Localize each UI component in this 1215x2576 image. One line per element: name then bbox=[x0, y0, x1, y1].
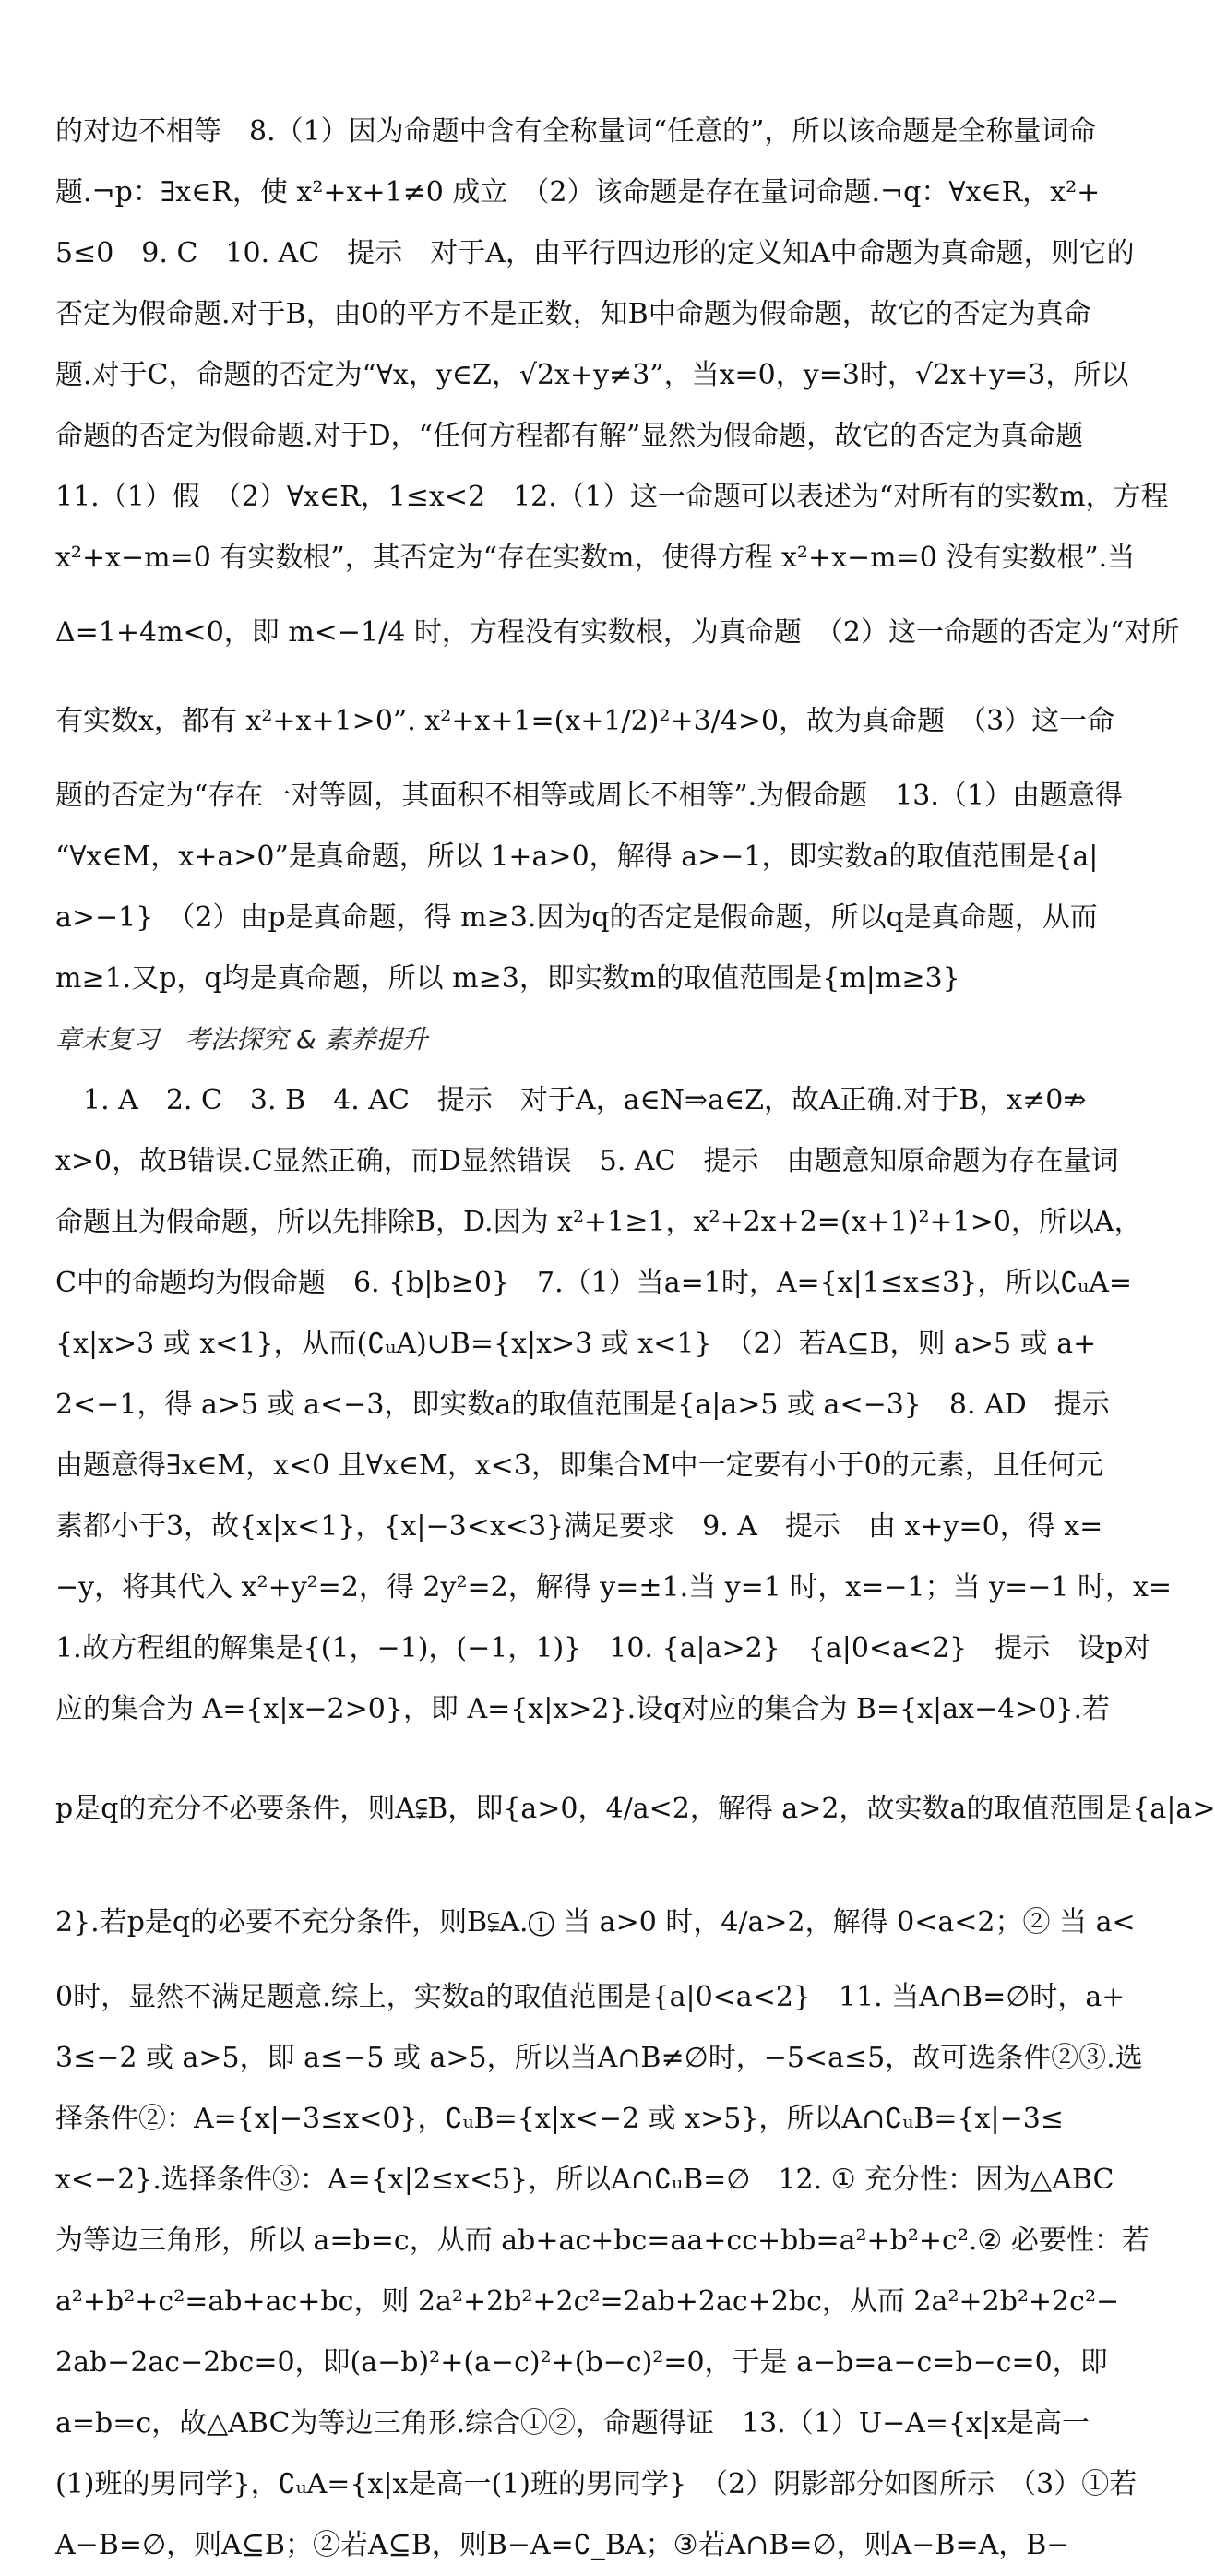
text-line: a>−1} （2）由p是真命题，得 m≥3.因为q的否定是假命题，所以q是真命题，从而 bbox=[55, 901, 1098, 934]
text-line: 2}.若p是q的必要不充分条件，则B⫋A.① 当 a>0 时，4/a>2，解得 0<a<2；② 当 a< bbox=[55, 1906, 1136, 1938]
text-line: 2<−1，得 a>5 或 a<−3，即实数a的取值范围是{a|a>5 或 a<−3} 8. AD 提示 bbox=[55, 1389, 1110, 1421]
text-line: m≥1.又p，q均是真命题，所以 m≥3，即实数m的取值范围是{m|m≥3} bbox=[55, 962, 960, 995]
text-line: (1)班的男同学}，∁ᵤA={x|x是高一(1)班的男同学} （2）阴影部分如图所示 （3）①若 bbox=[55, 2468, 1138, 2500]
text-block-1 bbox=[55, 101, 1169, 589]
text-block-2 bbox=[55, 766, 1124, 1009]
text-line: 1. A 2. C 3. B 4. AC 提示 对于A，a∈N⇒a∈Z，故A正确.对于B，x≠0⇏ bbox=[55, 1084, 1087, 1116]
text-line: C中的命题均为假命题 6. {b|b≥0} 7.（1）当a=1时，A={x|1≤x≤3}，所以∁ᵤA= bbox=[55, 1267, 1133, 1299]
text-line: 为等边三角形，所以 a=b=c，从而 ab+ac+bc=aa+cc+bb=a²+b²+c².② 必要性：若 bbox=[55, 2224, 1149, 2257]
text-line: 5≤0 9. C 10. AC 提示 对于A，由平行四边形的定义知A中命题为真命题，则它的 bbox=[55, 237, 1135, 269]
text-line: 由题意得∃x∈M，x<0 且∀x∈M，x<3，即集合M中一定要有小于0的元素，且任何元 bbox=[55, 1449, 1103, 1482]
text-line: 应的集合为 A={x|x−2>0}，即 A={x|x>2}.设q对应的集合为 B={x|ax−4>0}.若 bbox=[55, 1693, 1111, 1725]
text-line: 题.对于C，命题的否定为“∀x，y∈Z，√2x+y≠3”，当x=0，y=3时，√2x+y=3，所以 bbox=[55, 359, 1129, 391]
text-line: 择条件②：A={x|−3≤x<0}，∁ᵤB={x|x<−2 或 x>5}，所以A∩∁ᵤB={x|−3≤ bbox=[55, 2103, 1064, 2135]
text-line: 1.故方程组的解集是{(1，−1)，(−1，1)} 10. {a|a>2} {a|0<a<2} 提示 设p对 bbox=[55, 1632, 1151, 1664]
text-line: 的对边不相等 8.（1）因为命题中含有全称量词“任意的”，所以该命题是全称量词命 bbox=[55, 115, 1097, 148]
text-block-4 bbox=[55, 1967, 1149, 2576]
text-line: 有实数x，都有 x²+x+1>0”. x²+x+1=(x+1/2)²+3/4>0，故为真命题 （3）这一命 bbox=[55, 705, 1115, 737]
text-block-3 bbox=[55, 1070, 1173, 1740]
section-heading: 章末复习 考法探究 & 素养提升 bbox=[55, 1024, 428, 1055]
text-line: x<−2}.选择条件③：A={x|2≤x<5}，所以A∩∁ᵤB=∅ 12. ① 充分性：因为△ABC bbox=[55, 2164, 1114, 2196]
text-line: x²+x−m=0 有实数根”，其否定为“存在实数m，使得方程 x²+x−m=0 没有实数根”.当 bbox=[55, 542, 1136, 574]
text-line: 3≤−2 或 a>5，即 a≤−5 或 a>5，所以当A∩B≠∅时，−5<a≤5，故可选条件②③.选 bbox=[55, 2042, 1143, 2074]
text-line: Δ=1+4m<0，即 m<−1/4 时，方程没有实数根，为真命题 （2）这一命题的否定为“对所 bbox=[55, 616, 1180, 649]
text-line: 11.（1）假 （2）∀x∈R，1≤x<2 12.（1）这一命题可以表述为“对所有的实数m，方程 bbox=[55, 481, 1169, 513]
text-line: 2ab−2ac−2bc=0，即(a−b)²+(a−c)²+(b−c)²=0，于是 a−b=a−c=b−c=0，即 bbox=[55, 2346, 1108, 2379]
text-line: −y，将其代入 x²+y²=2，得 2y²=2，解得 y=±1.当 y=1 时，x=−1；当 y=−1 时，x= bbox=[55, 1571, 1173, 1604]
text-line: a=b=c，故△ABC为等边三角形.综合①②，命题得证 13.（1）U−A={x|x是高一 bbox=[55, 2407, 1090, 2439]
text-line: {x|x>3 或 x<1}，从而(∁ᵤA)∪B={x|x>3 或 x<1} （2）若A⊆B，则 a>5 或 a+ bbox=[55, 1328, 1097, 1360]
brace-system-line: p是q的充分不必要条件，则A⫋B，即{a>0，4/a<2，解得 a>2，故实数a的取值范围是{a|a> bbox=[55, 1793, 1215, 1825]
text-line: A−B=∅，则A⊆B；②若A⊆B，则B−A=∁_BA；③若A∩B=∅，则A−B=A，B− bbox=[55, 2529, 1070, 2561]
text-line: 命题的否定为假命题.对于D，“任何方程都有解”显然为假命题，故它的否定为真命题 bbox=[55, 420, 1084, 452]
text-line: 素都小于3，故{x|x<1}，{x|−3<x<3}满足要求 9. A 提示 由 x+y=0，得 x= bbox=[55, 1510, 1103, 1543]
text-line: 命题且为假命题，所以先排除B，D.因为 x²+1≥1，x²+2x+2=(x+1)²+1>0，所以A， bbox=[55, 1206, 1142, 1238]
text-line: 0时，显然不满足题意.综上，实数a的取值范围是{a|0<a<2} 11. 当A∩B=∅时，a+ bbox=[55, 1981, 1126, 2013]
text-line: x>0，故B错误.C显然正确，而D显然错误 5. AC 提示 由题意知原命题为存在量词 bbox=[55, 1145, 1119, 1177]
text-line: 题的否定为“存在一对等圆，其面积不相等或周长不相等”.为假命题 13.（1）由题意得 bbox=[55, 780, 1124, 812]
text-line: 题.¬p：∃x∈R，使 x²+x+1≠0 成立 （2）该命题是存在量词命题.¬q：∀x∈R，x²+ bbox=[55, 176, 1101, 209]
text-block-fractions bbox=[55, 589, 1180, 766]
text-line: a²+b²+c²=ab+ac+bc，则 2a²+2b²+2c²=2ab+2ac+2bc，从而 2a²+2b²+2c²− bbox=[55, 2285, 1120, 2318]
text-line: “∀x∈M，x+a>0”是真命题，所以 1+a>0，解得 a>−1，即实数a的取值范围是{a| bbox=[55, 841, 1099, 873]
text-line: 否定为假命题.对于B，由0的平方不是正数，知B中命题为假命题，故它的否定为真命 bbox=[55, 298, 1091, 330]
